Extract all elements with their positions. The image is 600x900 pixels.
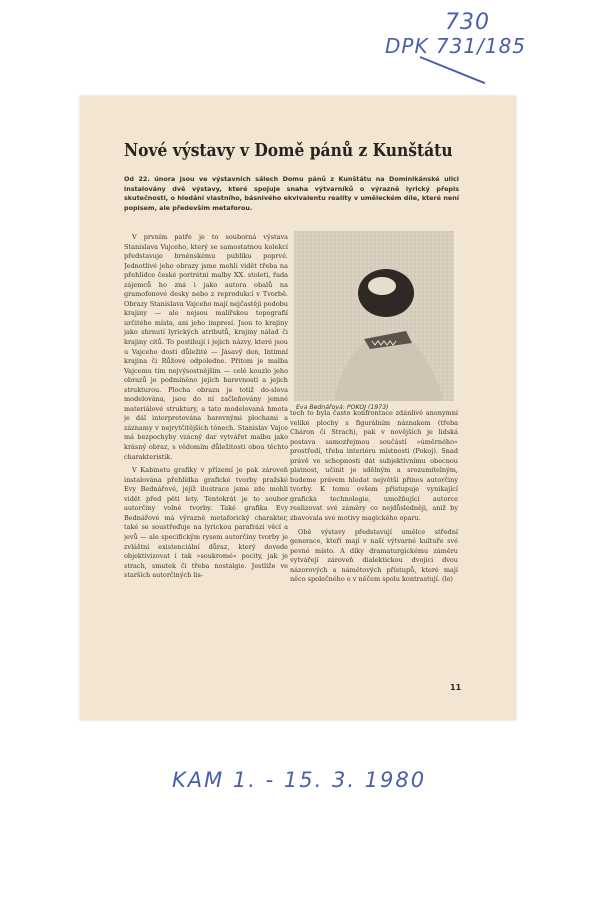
handwritten-strikethrough [420, 56, 486, 84]
article-paragraph: tech to byla často konfrontace zdánlivě anonymní veliké plochy s figurálním náznakem (třeba Cháron či Strach), pak v novějších je lidská postava samozřejmou součástí »úměrného« prostředí, třeba interiéru místnosti (Pokoj). Snad právě ve schopnosti dát subjektivnímu obecnou platnost, učinit je sdělným a srozumitelným, budeme právem hledat největší přínos autorčiny tvorby. K tomu ovšem přistupuje vynikající grafická technologie, umožňující autorce realizovat své záměry co nejdůsledněji, aniž by zbavovala své motivy magického oparu. [290, 409, 458, 523]
photo-caption: Eva Bednářová: POKOJ (1973) [296, 404, 389, 411]
article-column-right [290, 409, 458, 677]
article-column-left [124, 233, 288, 685]
artwork-photo [294, 231, 454, 401]
article-headline: Nové výstavy v Domě pánů z Kunštátu [124, 140, 453, 161]
handwritten-archive-number: 730 [445, 10, 490, 35]
handwritten-date-note: KAM 1. - 15. 3. 1980 [172, 768, 427, 792]
article-paragraph: Obě výstavy představují umělce střední generace, kteří mají v naší výtvarné kultuře své pevné místo. A díky dramaturgickému záměru vytvářejí zároveň dialektickou dvojici dvou názorových a námětových přístupů, které mají něco společného e v něčem spolu kontrastují. (le) [290, 527, 458, 584]
page-number: 11 [450, 683, 462, 692]
handwritten-reference-code: DPK 731/185 [385, 34, 527, 58]
article-paragraph: V prvním patře je to souborná výstava Stanislava Vajceho, který se samostatnou kolekcí představuje brněnskému publiku poprvé. Jednotlivé jeho obrazy jsme mohli vidět třeba na přehlídce české portrétní malby XX. století, řada zájemců ho zná i jako autora obalů na gramofonové desky nebo z reprodukcí v Tvorbě. Obrazy Stanislava Vajceho mají nejčastěji podobu krajiny — ale nejsou malířskou topografií určitého místa, ani jeho impresí. Jsou to krajiny jako shrnutí lyrických atributů, krajiny nálad či krajiny citů. To postihují i jejich názvy, které jsou u Vajceho dosti důležité — Jásavý den, Intimní krajina či Růžové odpoledne. Přitom je malba Vajcemu tím nejvýsostnějším — celé kouzlo jeho obrazů je podmíněno jejich barevností a jejich strukturou. Plocha obrazu je totiž do-slova modelována, jsou do ní začleňovány jemné materiálové struktury, a tato modelovaná hmota je dál interpretována barevnými plochami a záznamy v nejrytčitějších tónech. Stanislav Vajce má bezpochyby vzácný dar vytvářet malbu jako krásný obraz, s vědomím důležitosti obou těchto charakteristik. [124, 233, 288, 461]
article-paragraph: V Kabinetu grafiky v přízemí je pak zároveň instalována přehlídka grafické tvorby pražské Evy Bednářové, jejíž ilustrace jsme zde mohli vidět před pěti lety. Tentokrát je to soubor autorčiny volné tvorby. Také grafika Evy Bednářové má výrazně metaforický charakter, také se soustřeďuje na lyrickou parafrázi věcí a jevů — ale specifickým rysem autorčiny tvorby je zvláštní existenciální důraz, který dovede objektivizovat i tak »soukromé« pocity, jak je strach, smutek či třeba nostalgie. Jestliže ve starších autorčiných lis- [124, 466, 288, 580]
article-lead: Od 22. února jsou ve výstavních sálech Domu pánů z Kunštátu na Dominikánské ulici instalovány dvě výstavy, které spojuje snaha výtvarníků o výrazně lyrický přepis skutečnosti, o hledání vlastního, básnivého ekvivalentu reality v uměleckém díle, které není popisem, ale především metaforou. [124, 175, 459, 212]
